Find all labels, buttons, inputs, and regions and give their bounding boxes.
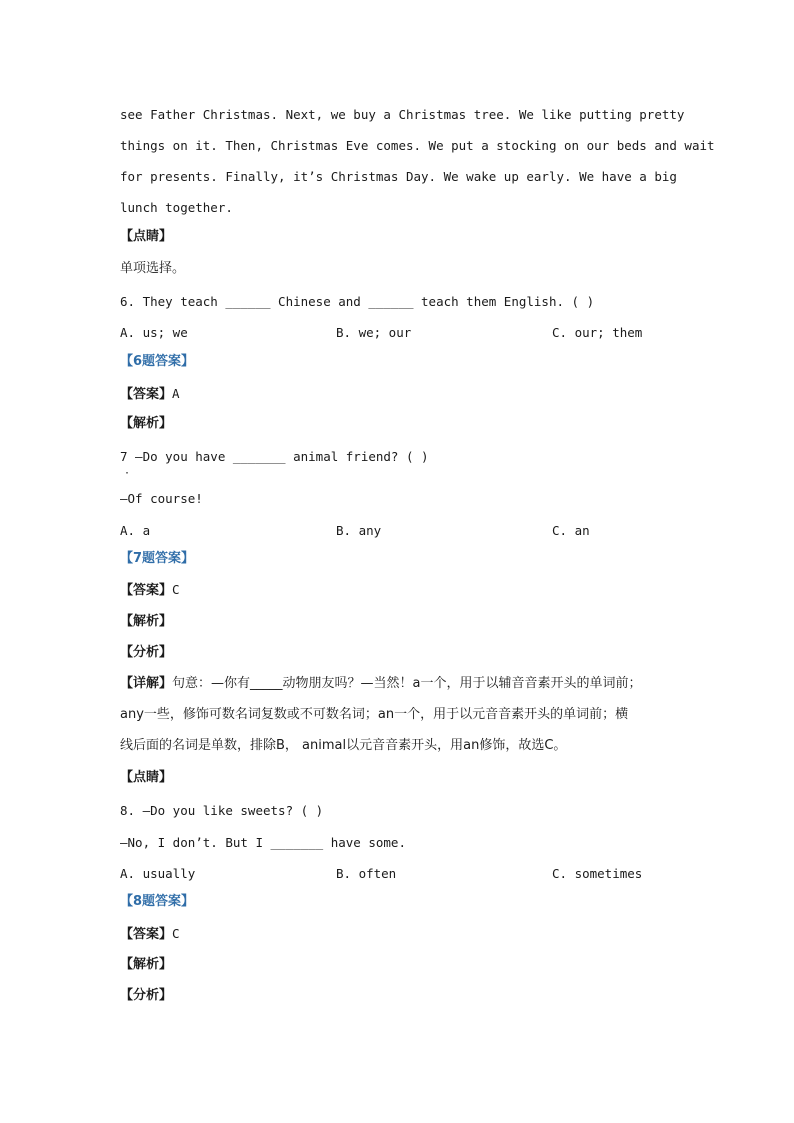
question-7-dot: · bbox=[124, 468, 131, 479]
detail-text: 句意：—你有_____动物朋友吗？—当然！a一个，用于以辅音音素开头的单词前； bbox=[172, 676, 642, 691]
detail-label: 【详解】 bbox=[120, 676, 173, 691]
question-6-option-a: A. us; we bbox=[120, 325, 188, 340]
passage-line-1: see Father Christmas. Next, we buy a Christmas tree. We like putting pretty bbox=[120, 107, 685, 122]
answer-label: 【答案】 bbox=[120, 387, 173, 402]
answer-value: C bbox=[172, 926, 180, 941]
question-7-detail-line-2: any一些，修饰可数名词复数或不可数名词；an一个，用于以元音音素开头的单词前；横 bbox=[120, 707, 629, 722]
question-7-fenxi: 【分析】 bbox=[120, 645, 173, 660]
question-8-option-b: B. often bbox=[336, 866, 397, 881]
question-6-analysis: 【解析】 bbox=[120, 416, 173, 431]
question-7-option-b: B. any bbox=[336, 523, 382, 538]
question-8-fenxi: 【分析】 bbox=[120, 988, 173, 1003]
question-7-answer bbox=[120, 582, 180, 599]
question-6-option-b: B. we; our bbox=[336, 325, 412, 340]
question-8-answer bbox=[120, 926, 180, 943]
passage-line-2: things on it. Then, Christmas Eve comes. We put a stocking on our beds and wait bbox=[120, 138, 715, 153]
question-7-detail-line-3: 线后面的名词是单数，排除B， animal以元音音素开头，用an修饰，故选C。 bbox=[120, 738, 567, 753]
question-7-answer-header: 【7题答案】 bbox=[120, 551, 195, 566]
question-8-stem: 8. —Do you like sweets? ( ) bbox=[120, 803, 324, 818]
answer-value: A bbox=[172, 386, 180, 401]
question-8-option-c: C. sometimes bbox=[552, 866, 643, 881]
question-7-detail-line-1 bbox=[120, 676, 641, 692]
question-6-answer-header: 【6题答案】 bbox=[120, 354, 195, 369]
question-7-dianjing: 【点睛】 bbox=[120, 770, 173, 785]
answer-label: 【答案】 bbox=[120, 583, 173, 598]
question-8-reply: —No, I don’t. But I _______ have some. bbox=[120, 835, 406, 850]
question-7-reply: —Of course! bbox=[120, 491, 203, 506]
question-6-stem: 6. They teach ______ Chinese and ______ teach them English. ( ) bbox=[120, 294, 595, 309]
passage-line-3: for presents. Finally, it’s Christmas Day. We wake up early. We have a big bbox=[120, 169, 677, 184]
dianjing-heading: 【点睛】 bbox=[120, 229, 173, 244]
question-7-stem: 7 —Do you have _______ animal friend? ( ) bbox=[120, 449, 429, 464]
question-8-analysis: 【解析】 bbox=[120, 957, 173, 972]
answer-label: 【答案】 bbox=[120, 927, 173, 942]
question-7-analysis: 【解析】 bbox=[120, 614, 173, 629]
passage-line-4: lunch together. bbox=[120, 200, 233, 215]
dianjing-note: 单项选择。 bbox=[120, 261, 186, 276]
question-7-option-a: A. a bbox=[120, 523, 151, 538]
question-6-option-c: C. our; them bbox=[552, 325, 643, 340]
question-6-answer bbox=[120, 386, 180, 403]
question-8-option-a: A. usually bbox=[120, 866, 196, 881]
question-8-answer-header: 【8题答案】 bbox=[120, 894, 195, 909]
answer-value: C bbox=[172, 582, 180, 597]
question-7-option-c: C. an bbox=[552, 523, 590, 538]
